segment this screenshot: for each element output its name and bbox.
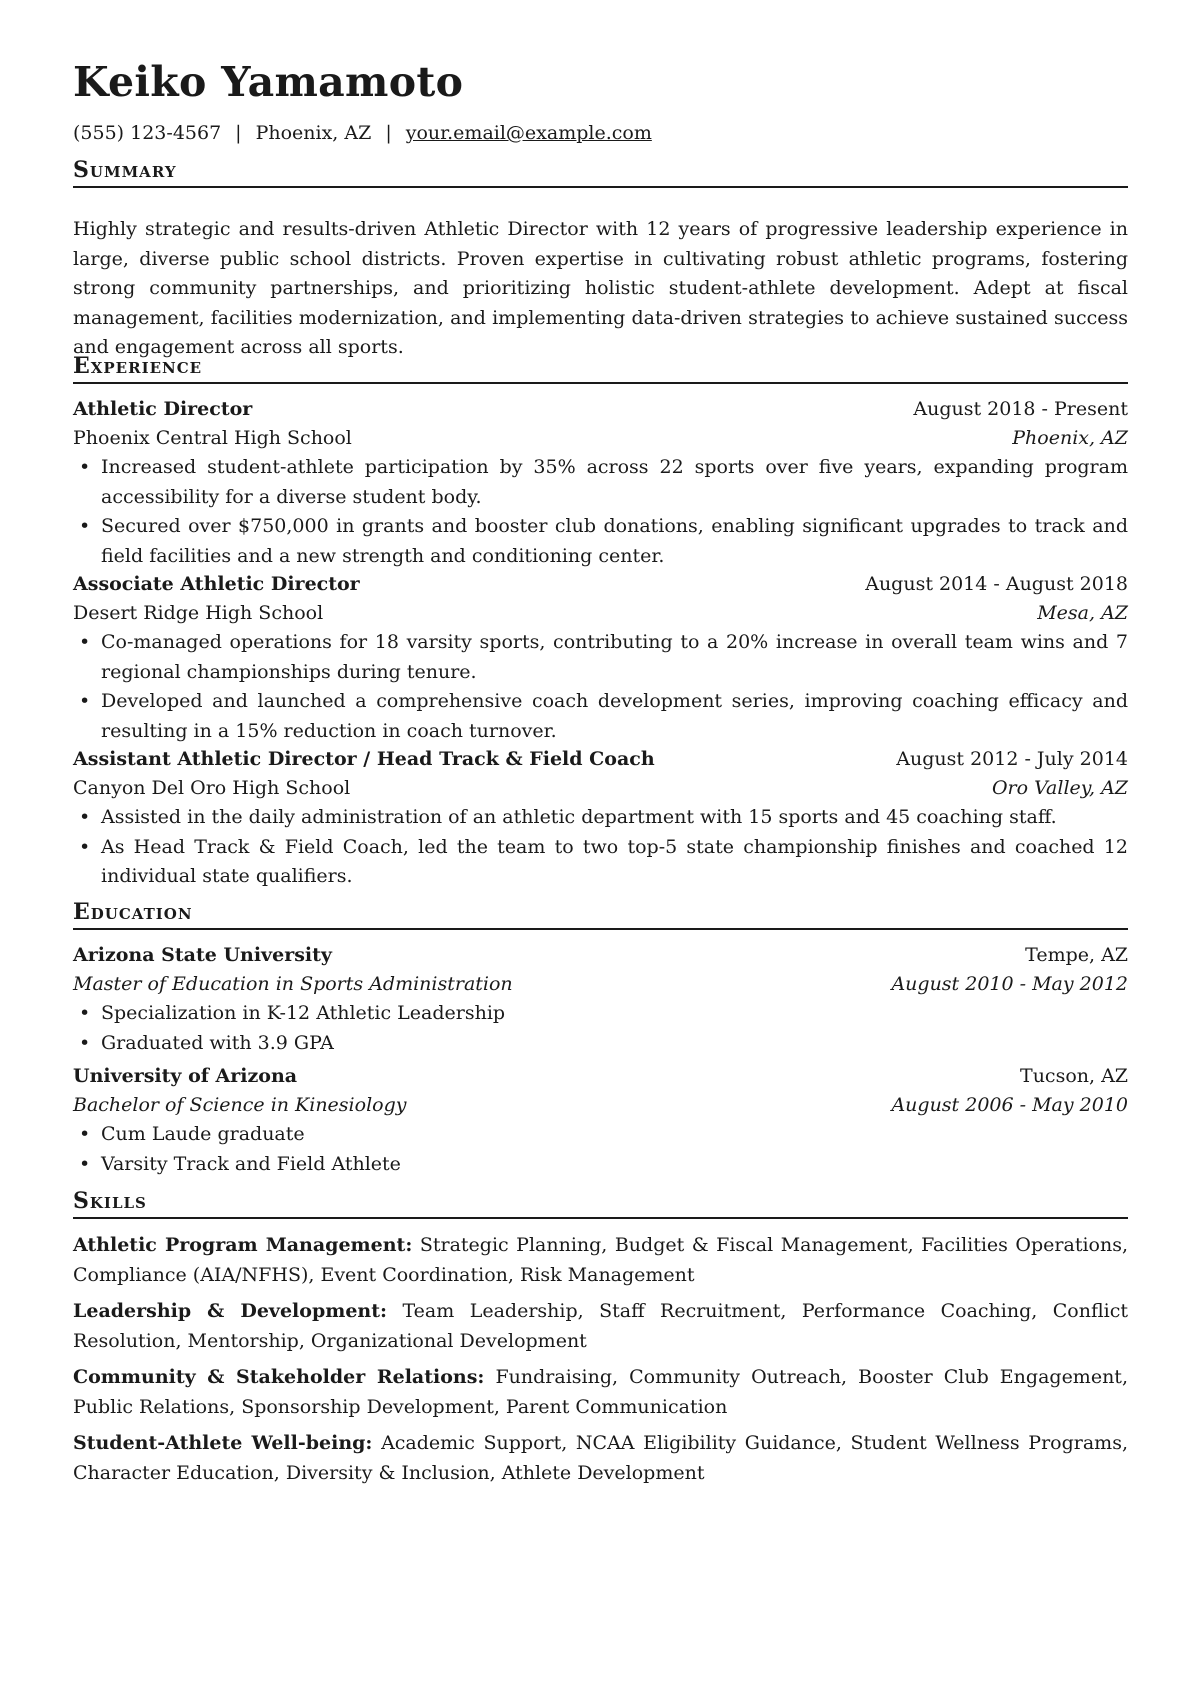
job-title: Associate Athletic Director	[73, 573, 360, 595]
job-bullets	[73, 628, 1128, 746]
degree: Bachelor of Science in Kinesiology	[73, 1094, 407, 1116]
candidate-name: Keiko Yamamoto	[73, 58, 464, 106]
email-link[interactable]: your.email@example.com	[405, 122, 652, 144]
degree: Master of Education in Sports Administration	[73, 973, 513, 995]
school-name: Arizona State University	[73, 944, 332, 966]
bullet-item: • Specialization in K-12 Athletic Leadership	[73, 999, 1128, 1029]
section-title-skills: Skills	[73, 1188, 1128, 1219]
skill-group-label: Leadership & Development:	[73, 1300, 388, 1322]
job-location: Phoenix, AZ	[1012, 427, 1128, 449]
education-bullets	[73, 999, 1128, 1058]
skill-group-text: Academic Support, NCAA Eligibility Guidance, Student Wellness Programs, Character Education, Diversity & Inclusion, Athlete Development	[73, 1432, 1128, 1484]
education-dates: August 2006 - May 2010	[891, 1094, 1128, 1116]
job-location: Mesa, AZ	[1037, 602, 1128, 624]
skill-group	[73, 1297, 1128, 1356]
contact-separator: |	[385, 122, 392, 144]
employer: Canyon Del Oro High School	[73, 777, 351, 799]
education-bullets	[73, 1120, 1128, 1179]
job-dates: August 2018 - Present	[913, 398, 1128, 420]
bullet-item: • Cum Laude graduate	[73, 1120, 1128, 1150]
job-entry	[73, 570, 1128, 746]
school-location: Tucson, AZ	[1020, 1065, 1128, 1087]
bullet-item: • As Head Track & Field Coach, led the team to two top-5 state championship finishes and coached 12 individual state qualifiers.	[73, 833, 1128, 892]
education-dates: August 2010 - May 2012	[891, 973, 1128, 995]
skill-group-label: Athletic Program Management:	[73, 1234, 413, 1256]
bullet-item: • Secured over $750,000 in grants and booster club donations, enabling significant upgrades to track and field facilities and a new strength and conditioning center.	[73, 512, 1128, 571]
phone-number: (555) 123-4567	[73, 122, 222, 144]
skill-group	[73, 1231, 1128, 1290]
bullet-item: • Varsity Track and Field Athlete	[73, 1150, 1128, 1180]
job-bullets	[73, 453, 1128, 571]
bullet-item: • Graduated with 3.9 GPA	[73, 1029, 1128, 1059]
school-name: University of Arizona	[73, 1065, 298, 1087]
skill-group-label: Community & Stakeholder Relations:	[73, 1366, 485, 1388]
skill-group-text: Fundraising, Community Outreach, Booster Club Engagement, Public Relations, Sponsorship Development, Parent Communication	[73, 1366, 1128, 1418]
job-location: Oro Valley, AZ	[991, 777, 1128, 799]
employer: Phoenix Central High School	[73, 427, 352, 449]
skill-group-label: Student-Athlete Well-being:	[73, 1432, 373, 1454]
skill-group-text: Strategic Planning, Budget & Fiscal Management, Facilities Operations, Compliance (AIA/NFHS), Event Coordination, Risk Management	[73, 1234, 1128, 1286]
skill-group	[73, 1363, 1128, 1422]
bullet-item: • Assisted in the daily administration of an athletic department with 15 sports and 45 coaching staff.	[73, 803, 1128, 833]
job-entry	[73, 395, 1128, 571]
bullet-item: • Co-managed operations for 18 varsity sports, contributing to a 20% increase in overall team wins and 7 regional championships during tenure.	[73, 628, 1128, 687]
contact-line	[73, 122, 652, 144]
section-title-experience: Experience	[73, 353, 1128, 384]
section-title-education: Education	[73, 899, 1128, 930]
skill-group-text: Team Leadership, Staff Recruitment, Performance Coaching, Conflict Resolution, Mentorship, Organizational Development	[73, 1300, 1128, 1352]
education-entry	[73, 1062, 1128, 1179]
job-bullets	[73, 803, 1128, 892]
contact-separator: |	[235, 122, 242, 144]
bullet-item: • Developed and launched a comprehensive coach development series, improving coaching efficacy and resulting in a 15% reduction in coach turnover.	[73, 687, 1128, 746]
job-title: Athletic Director	[73, 398, 253, 420]
school-location: Tempe, AZ	[1025, 944, 1128, 966]
employer: Desert Ridge High School	[73, 602, 324, 624]
section-title-summary: Summary	[73, 157, 1128, 188]
job-dates: August 2014 - August 2018	[865, 573, 1128, 595]
job-title: Assistant Athletic Director / Head Track & Field Coach	[73, 748, 655, 770]
job-entry	[73, 745, 1128, 892]
job-dates: August 2012 - July 2014	[896, 748, 1128, 770]
education-entry	[73, 941, 1128, 1058]
summary-text: Highly strategic and results-driven Athletic Director with 12 years of progressive leadership experience in large, diverse public school districts. Proven expertise in cultivating robust athletic programs, fostering strong community partnerships, and prioritizing holistic student-athlete development. Adept at fiscal management, facilities modernization, and implementing data-driven strategies to achieve sustained success and engagement across all sports.	[73, 218, 1128, 358]
skill-group	[73, 1429, 1128, 1488]
location: Phoenix, AZ	[255, 122, 372, 144]
bullet-item: • Increased student-athlete participation by 35% across 22 sports over five years, expanding program accessibility for a diverse student body.	[73, 453, 1128, 512]
